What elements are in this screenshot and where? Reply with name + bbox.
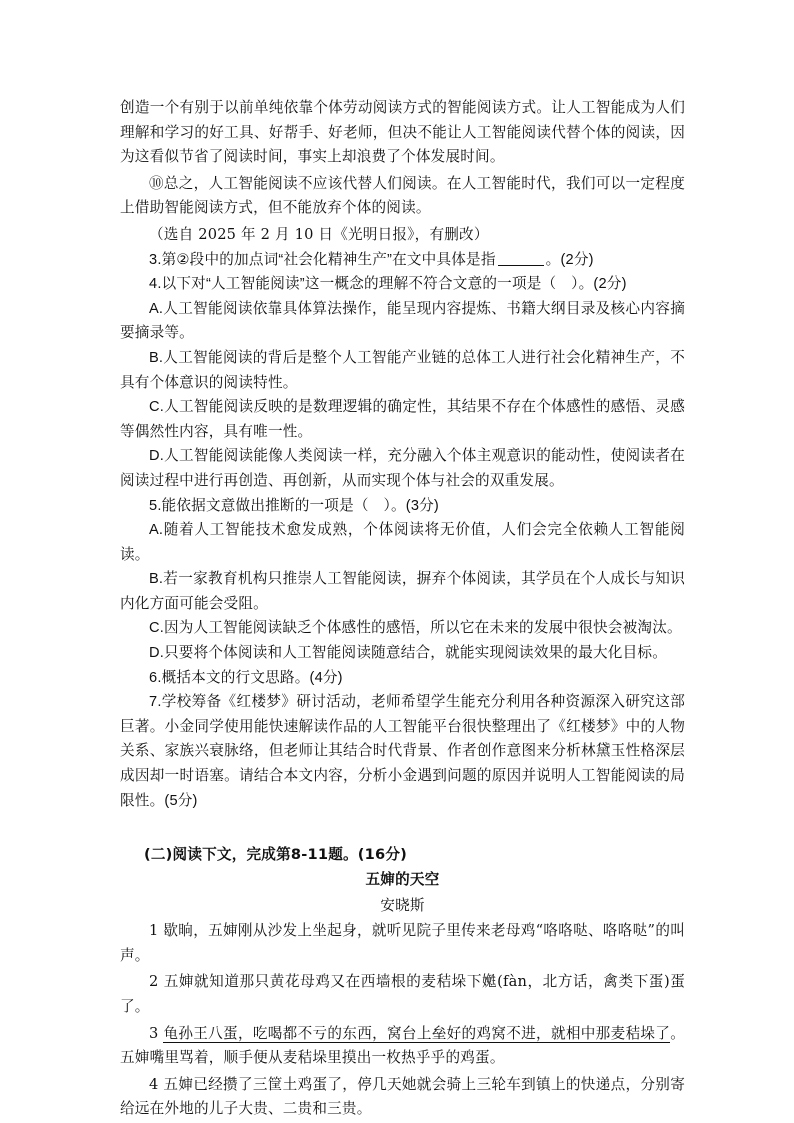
question-5-option-a: A.随着人工智能技术愈发成熟，个体阅读将无价值，人们会完全依赖人工智能阅读。: [120, 522, 685, 563]
story-paragraph-3-rest: 。五婶嘴里骂着，顺手便从麦秸垛里摸出一枚热乎乎的鸡蛋。: [120, 1024, 685, 1067]
question-3-text: 3.第②段中的加点词“社会化精神生产”在文中具体是指: [149, 251, 496, 268]
story-paragraph-1: 1 歇晌，五婶刚从沙发上坐起身，就听见院子里传来老母鸡“咯咯哒、咯咯哒”的叫声。: [120, 922, 685, 964]
answer-blank[interactable]: [498, 251, 544, 266]
passage-paragraph-10: ⑩总之，人工智能阅读不应该代替人们阅读。在人工智能时代，我们可以一定程度上借助智能阅读方式，但不能放弃个体的阅读。: [120, 174, 685, 217]
story-author: 安晓斯: [380, 897, 425, 915]
question-5-option-d: D.只要将个体阅读和人工智能阅读随意结合，就能实现阅读效果的最大化目标。: [149, 645, 667, 662]
question-3-points: 。(2分): [545, 251, 594, 268]
question-5-option-b: B.若一家教育机构只推崇人工智能阅读，摒弃个体阅读，其学员在个人成长与知识内化方面可能会受阻。: [120, 571, 685, 612]
question-3: [120, 248, 685, 273]
question-5-stem: 5.能依据文意做出推断的一项是（ ）。(3分): [149, 497, 439, 514]
question-4-option-c: C.人工智能阅读反映的是数理逻辑的确定性，其结果不存在个体感性的感悟、灵感等偶然性内容，具有唯一性。: [120, 399, 685, 440]
question-4-stem: 4.以下对“人工智能阅读”这一概念的理解不符合文意的一项是（ ）。(2分): [149, 276, 627, 293]
question-7: 7.学校筹备《红楼梦》研讨活动，老师希望学生能充分利用各种资源深入研究这部巨著。小金同学使用能快速解读作品的人工智能平台很快整理出了《红楼梦》中的人物关系、家族兴衰脉络，但老师让其结合时代背景、作者创作意图来分析林黛玉性格深层成因却一时语塞。请结合本文内容，分析小金遇到问题的原因并说明人工智能阅读的局限性。(5分): [120, 694, 685, 809]
passage-source: （选自 2025 年 2 月 10 日《光明日报》，有删改）: [149, 225, 489, 243]
document-content: [120, 96, 685, 1122]
story-paragraph-4: 4 五婶已经攒了三筐土鸡蛋了，停几天她就会骑上三轮车到镇上的快递点，分别寄给远在外地的儿子大贵、二贵和三贵。: [120, 1075, 685, 1118]
story-title: 五婶的天空: [365, 871, 440, 889]
question-5-option-c: C.因为人工智能阅读缺乏个体感性的感悟，所以它在未来的发展中很快会被淘汰。: [149, 620, 682, 637]
story-paragraph-2: 2 五婶就知道那只黄花母鸡又在西墙根的麦秸垛下嬔(fàn，北方话，禽类下蛋)蛋了。: [120, 973, 685, 1015]
question-4-option-a: A.人工智能阅读依靠具体算法操作，能呈现内容提炼、书籍大纲目录及核心内容摘要摘录等。: [120, 300, 685, 342]
question-6: 6.概括本文的行文思路。(4分): [149, 669, 343, 686]
section-2-heading: (二)阅读下文，完成第8-11题。(16分): [144, 846, 408, 864]
story-paragraph-3-number: 3: [149, 1024, 164, 1042]
story-paragraph-3: [120, 1022, 685, 1071]
question-4-option-d: D.人工智能阅读能像人类阅读一样，充分融入个体主观意识的能动性，使阅读者在阅读过程中进行再创造、再创新，从而实现个体与社会的双重发展。: [120, 448, 685, 489]
underlined-sentence: 龟孙王八蛋，吃喝都不亏的东西，窝台上垒好的鸡窝不进，就相中那麦秸垛了: [163, 1024, 671, 1042]
question-4-option-b: B.人工智能阅读的背后是整个人工智能产业链的总体工人进行社会化精神生产，不具有个体意识的阅读特性。: [120, 349, 685, 391]
passage-paragraph-9-tail: 创造一个有别于以前单纯依靠个体劳动阅读方式的智能阅读方式。让人工智能成为人们理解和学习的好工具、好帮手、好老师，但决不能让人工智能阅读代替个体的阅读，因为这看似节省了阅读时间，事实上却浪费了个体发展时间。: [120, 99, 685, 166]
